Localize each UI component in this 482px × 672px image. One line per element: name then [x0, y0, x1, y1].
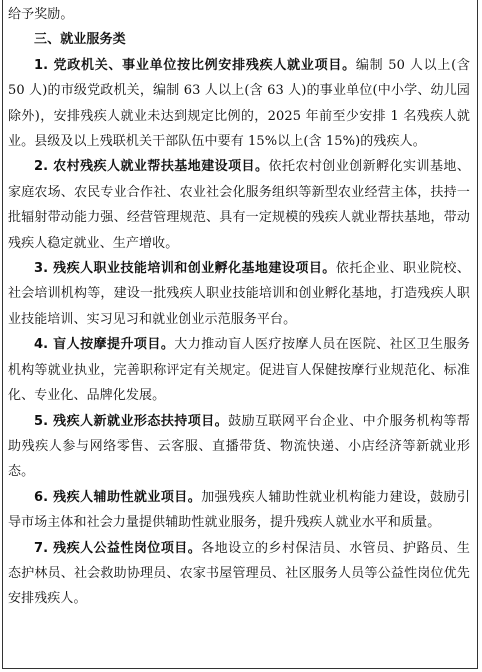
section-heading: 三、就业服务类 — [34, 32, 126, 48]
document-content — [8, 2, 470, 612]
item-paragraph-2 — [8, 154, 470, 256]
item-title-1: 1. 党政机关、事业单位按比例安排残疾人就业项目。 — [34, 57, 356, 73]
item-title-7: 7. 残疾人公益性岗位项目。 — [34, 540, 202, 556]
item-text-6: 加强残疾人辅助性就业机构能力建设，鼓励引导市场主体和社会力量提供辅助性就业服务，提升残疾人就业水平和质量。 — [8, 489, 470, 531]
item-paragraph-4 — [8, 332, 470, 408]
item-text-5: 鼓励互联网平台企业、中介服务机构等帮助残疾人参与网络零售、云客服、直播带货、物流快递、小店经济等新就业形态。 — [8, 413, 470, 480]
item-text-2: 依托农村创业创新孵化实训基地、家庭农场、农民专业合作社、农业社会化服务组织等新型农业经营主体，扶持一批辐射带动能力强、经营管理规范、具有一定规模的残疾人就业帮扶基地，带动残疾人稳定就业、生产增收。 — [8, 159, 470, 251]
item-paragraph-3 — [8, 256, 470, 332]
item-paragraph-6 — [8, 485, 470, 536]
lead-text: 给予奖励。 — [8, 7, 74, 22]
item-title-4: 4. 盲人按摩提升项目。 — [34, 337, 175, 353]
item-title-6: 6. 残疾人辅助性就业项目。 — [34, 489, 202, 505]
item-paragraph-7 — [8, 536, 470, 612]
item-text-1: 编制 50 人以上(含 50 人)的市级党政机关，编制 63 人以上(含 63 人)的事业单位(中小学、幼儿园除外)，安排残疾人就业未达到规定比例的，2025 年前至少安排 1 名残疾人就业。县级及以上残联机关干部队伍中要有 15%以上(含 15%)的残疾人。 — [8, 57, 470, 150]
item-text-7: 各地设立的乡村保洁员、水管员、护路员、生态护林员、社会救助协理员、农家书屋管理员、社区服务人员等公益性岗位优先安排残疾人。 — [8, 540, 470, 607]
item-title-2: 2. 农村残疾人就业帮扶基地建设项目。 — [34, 159, 269, 175]
item-paragraph-5 — [8, 409, 470, 485]
item-paragraph-1 — [8, 53, 470, 155]
item-title-5: 5. 残疾人新就业形态扶持项目。 — [34, 413, 229, 429]
item-text-3: 依托企业、职业院校、社会培训机构等，建设一批残疾人职业技能培训和创业孵化基地，打造残疾人职业技能培训、实习见习和就业创业示范服务平台。 — [8, 261, 470, 327]
item-title-3: 3. 残疾人职业技能培训和创业孵化基地建设项目。 — [34, 261, 336, 277]
item-text-4: 大力推动盲人医疗按摩人员在医院、社区卫生服务机构等就业执业，完善职称评定有关规定。促进盲人保健按摩行业规范化、标准化、专业化、品牌化发展。 — [8, 337, 471, 404]
